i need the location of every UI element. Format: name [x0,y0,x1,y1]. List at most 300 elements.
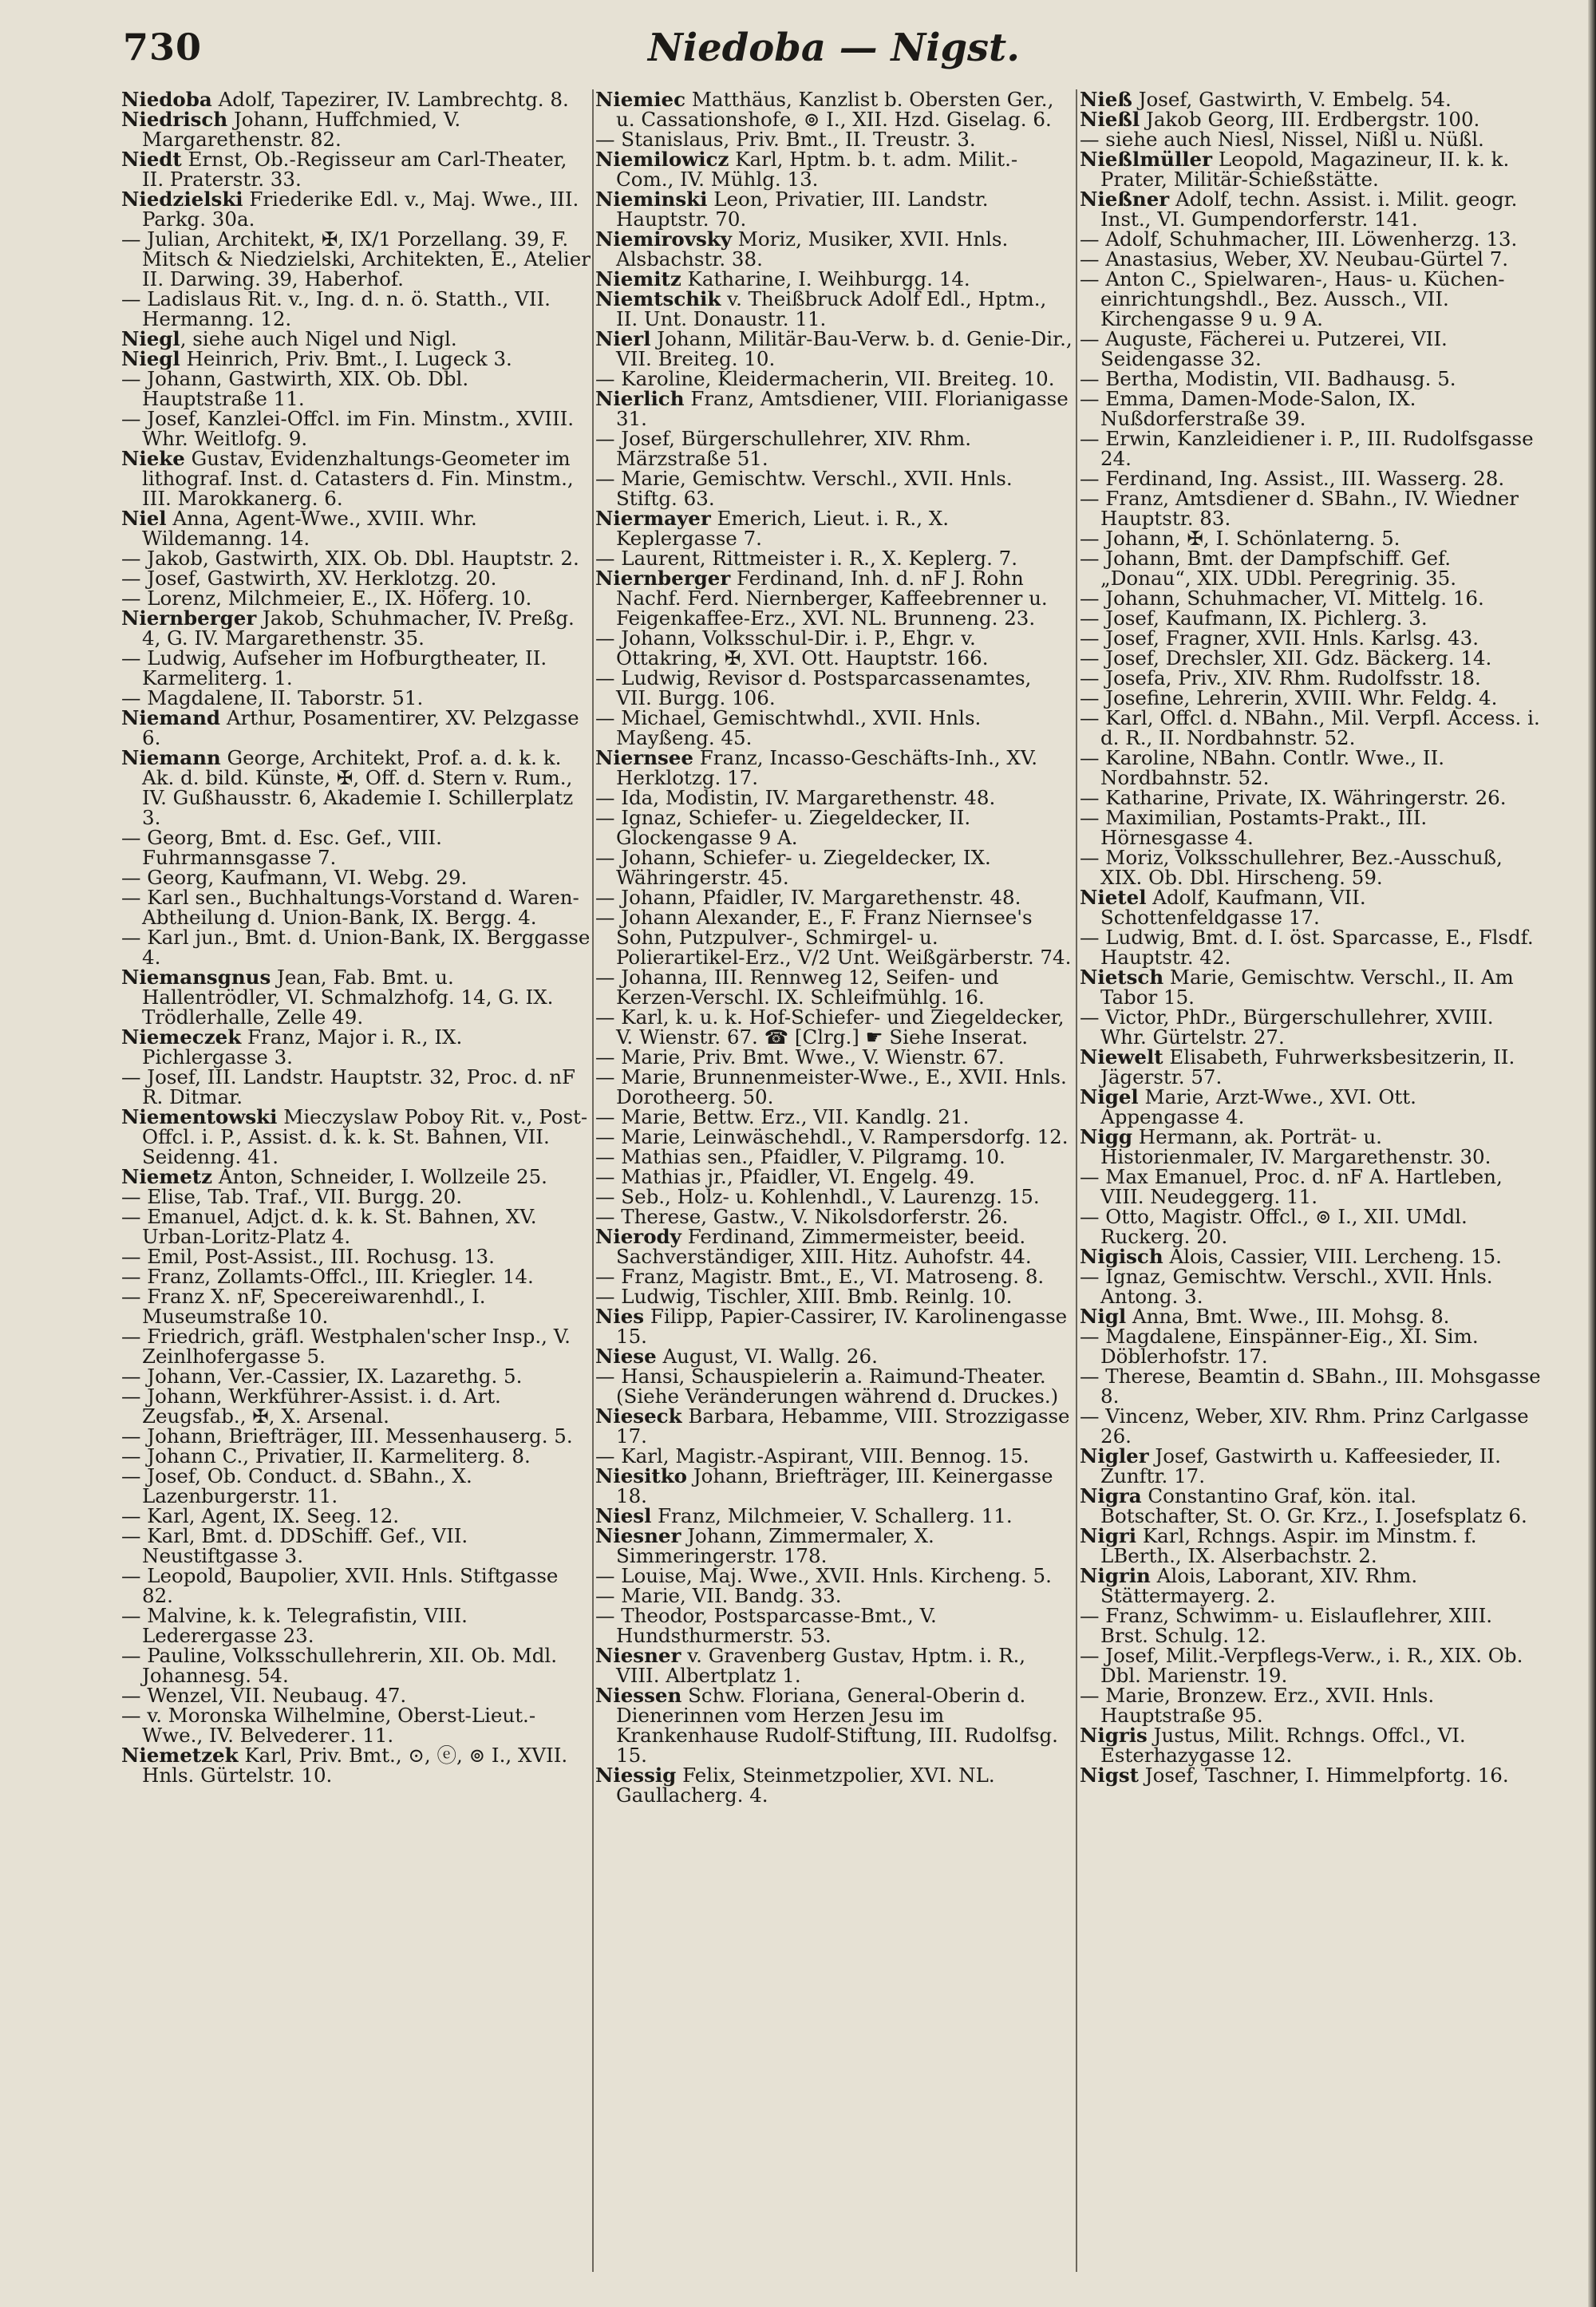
entry-surname: Niedzielski [121,188,243,211]
entry-details: — Johann, Pfaidler, IV. Margarethenstr. 48. [595,886,1021,909]
entry-details: Felix, Steinmetzpolier, XVI. NL. Gaullacherg. 4. [616,1764,995,1807]
entry-details: — Magdalene, Einspänner-Eig., XI. Sim. Döblerhofstr. 17. [1080,1325,1479,1368]
directory-entry [121,927,591,967]
entry-details: — Josef, Ob. Conduct. d. SBahn., X. Lazenburgerstr. 11. [121,1464,472,1507]
entry-details: Johann, Militär-Bau-Verw. b. d. Genie-Dir., VII. Breiteg. 10. [616,327,1073,370]
directory-entry [595,149,1073,189]
directory-entry [121,1566,591,1606]
entry-details: Franz, Milchmeier, V. Schallerg. 11. [651,1504,1013,1527]
entry-details: — Ladislaus Rit. v., Ing. d. n. ö. Statth., VII. Hermanng. 12. [121,287,551,330]
entry-details: Justus, Milit. Rchngs. Offcl., VI. Esterhazygasse 12. [1100,1724,1466,1767]
directory-entry [121,1526,591,1566]
entry-surname: Nießner [1080,188,1170,211]
entry-details: — Johann, Ver.-Cassier, IX. Lazarethg. 5. [121,1365,523,1388]
entry-surname: Niedrisch [121,108,228,131]
directory-entry [1080,927,1541,967]
entry-details: — Therese, Beamtin d. SBahn., III. Mohsgasse 8. [1080,1365,1541,1408]
entry-details: — Josef, Drechsler, XII. Gdz. Bäckerg. 14. [1080,646,1492,670]
entry-details: Josef, Gastwirth, V. Embelg. 54. [1132,89,1452,111]
entry-details: — Theodor, Postsparcasse-Bmt., V. Hundsthurmerstr. 53. [595,1604,937,1647]
directory-entry [595,269,1073,289]
directory-entry [1080,429,1541,468]
directory-entry [1080,788,1541,808]
entry-surname: Nieseck [595,1404,682,1428]
entry-surname: Nigra [1080,1484,1142,1507]
entry-surname: Niemiec [595,89,686,111]
entry-details: Matthäus, Kanzlist b. Obersten Ger., u. Cassationshofe, ⊚ I., XII. Hzd. Giselag. 6. [616,89,1054,131]
entry-details: — Emma, Damen-Mode-Salon, IX. Nußdorferstraße 39. [1080,387,1416,430]
entry-details: — Karl, Offcl. d. NBahn., Mil. Verpfl. Access. i. d. R., II. Nordbahnstr. 52. [1080,706,1540,749]
entry-details: Hermann, ak. Porträt- u. Historienmaler, IV. Margarethenstr. 30. [1100,1125,1491,1168]
entry-surname: Nieke [121,447,185,470]
directory-entry [1080,1246,1541,1266]
directory-entry [1080,1406,1541,1446]
entry-details: — Karl, Agent, IX. Seeg. 12. [121,1504,400,1527]
column-3 [1080,89,1541,2272]
entry-details: — Therese, Gastw., V. Nikolsdorferstr. 26. [595,1205,1009,1228]
directory-entry [1080,628,1541,648]
directory-entry [595,847,1073,887]
directory-entry [595,708,1073,748]
entry-details: — Ludwig, Bmt. d. I. öst. Sparcasse, E., Flsdf. Hauptstr. 42. [1080,926,1534,969]
directory-entry [595,1047,1073,1067]
entry-details: Karl, Priv. Bmt., ⊙, ⓔ, ⊚ I., XVII. Hnls. Gürtelstr. 10. [142,1744,568,1787]
entry-details: — Pauline, Volksschullehrerin, XII. Ob. Mdl. Johannesg. 54. [121,1644,558,1687]
entry-details: Josef, Gastwirth u. Kaffeesieder, II. Zunftr. 17. [1100,1444,1501,1487]
entry-details: Constantino Graf, kön. ital. Botschafter, St. O. Gr. Krz., I. Josefsplatz 6. [1100,1484,1527,1527]
entry-surname: Niermayer [595,507,711,530]
entry-details: — Josef, Fragner, XVII. Hnls. Karlsg. 43. [1080,626,1479,650]
entry-details: Ernst, Ob.-Regisseur am Carl-Theater, II. Praterstr. 33. [142,148,567,191]
directory-entry [1080,1207,1541,1246]
entry-details: Anna, Agent-Wwe., XVIII. Whr. Wildemanng. 14. [142,507,477,550]
entry-details: — Emanuel, Adjct. d. k. k. St. Bahnen, XV. Urban-Loritz-Platz 4. [121,1205,537,1248]
entry-details: Franz, Major i. R., IX. Pichlergasse 3. [142,1025,463,1069]
entry-surname: Niernsee [595,746,693,769]
entry-details: — Ludwig, Revisor d. Postsparcassenamtes, VII. Burgg. 106. [595,666,1032,709]
directory-entry [1080,528,1541,548]
entry-details: — Stanislaus, Priv. Bmt., II. Treustr. 3. [595,128,976,151]
entry-details: — Erwin, Kanzleidiener i. P., III. Rudolfsgasse 24. [1080,427,1534,470]
running-title: Niedoba — Nigst. [648,26,1020,70]
column-1 [121,89,591,2272]
entry-surname: Niernberger [595,567,731,590]
entry-details: Arthur, Posamentirer, XV. Pelzgasse 6. [142,706,579,749]
directory-entry [121,568,591,588]
directory-entry [595,1406,1073,1446]
entry-surname: Niesner [595,1644,681,1667]
directory-entry [1080,249,1541,269]
entry-details: — Karl, Bmt. d. DDSchiff. Gef., VII. Neustiftgasse 3. [121,1524,468,1567]
entry-details: — Louise, Maj. Wwe., XVII. Hnls. Kircheng. 5. [595,1564,1052,1587]
directory-entry [1080,588,1541,608]
entry-surname: Niessig [595,1764,677,1787]
entry-details: Franz, Amtsdiener, VIII. Florianigasse 31. [616,387,1069,430]
directory-entry [595,189,1073,229]
directory-entry [595,1266,1073,1286]
entry-details: Karl, Hptm. b. t. adm. Milit.-Com., IV. Mühlg. 13. [616,148,1018,191]
entry-details: — Moriz, Volksschullehrer, Bez.-Ausschuß, XIX. Ob. Dbl. Hirscheng. 59. [1080,846,1503,889]
entry-details: August, VI. Wallg. 26. [656,1345,878,1368]
entry-details: — Marie, Brunnenmeister-Wwe., E., XVII. Hnls. Dorotheerg. 50. [595,1065,1067,1108]
entry-surname: Nierl [595,327,651,350]
directory-entry [595,1685,1073,1765]
entry-details: Marie, Arzt-Wwe., XVI. Ott. Appengasse 4. [1100,1085,1416,1128]
entry-details: Anna, Bmt. Wwe., III. Mohsg. 8. [1126,1305,1450,1328]
entry-surname: Nigisch [1080,1245,1163,1268]
page-header [120,26,1548,81]
entry-details: Gustav, Evidenzhaltungs-Geometer im lithograf. Inst. d. Catasters d. Fin. Minstm., III. Marokkanerg. 6. [142,447,574,510]
directory-entry [1080,1526,1541,1566]
entry-surname: Nigl [1080,1305,1127,1328]
entry-surname: Niese [595,1345,657,1368]
directory-entry [121,1266,591,1286]
entry-details: — Katharine, Private, IX. Währingerstr. 26. [1080,786,1507,809]
directory-entry [1080,109,1541,129]
directory-entry [121,1386,591,1426]
entry-details: — Lorenz, Milchmeier, E., IX. Höferg. 10. [121,587,532,610]
directory-entry [121,89,591,109]
entry-details: Mieczyslaw Poboy Rit. v., Post-Offcl. i. P., Assist. d. k. k. St. Bahnen, VII. Seidenng. 41. [142,1105,588,1168]
entry-details: — Leopold, Baupolier, XVII. Hnls. Stiftgasse 82. [121,1564,559,1607]
entry-details: — Karoline, NBahn. Contlr. Wwe., II. Nordbahnstr. 52. [1080,746,1445,789]
directory-entry [595,887,1073,907]
entry-surname: Niemitz [595,267,681,290]
entry-details: — Elise, Tab. Traf., VII. Burgg. 20. [121,1185,463,1208]
entry-details: — Johanna, III. Rennweg 12, Seifen- und Kerzen-Verschl. IX. Schleifmühlg. 16. [595,966,999,1009]
directory-entry [121,289,591,329]
directory-entry [595,1227,1073,1266]
directory-entry [595,1067,1073,1107]
directory-entry [1080,1606,1541,1645]
entry-details: — Franz, Schwimm- u. Eislauflehrer, XIII. Brst. Schulg. 12. [1080,1604,1493,1647]
directory-entry [121,867,591,887]
entry-surname: Nießlmüller [1080,148,1213,171]
entry-details: — Vincenz, Weber, XIV. Rhm. Prinz Carlgasse 26. [1080,1404,1529,1448]
directory-entry [595,289,1073,329]
directory-entry [121,1446,591,1466]
entry-details: Friederike Edl. v., Maj. Wwe., III. Parkg. 30a. [142,188,579,231]
directory-entry [595,129,1073,149]
directory-entry [1080,269,1541,329]
entry-surname: Nies [595,1305,645,1328]
entry-details: Barbara, Hebamme, VIII. Strozzigasse 17. [616,1404,1070,1448]
directory-entry [1080,1087,1541,1127]
directory-entry [121,1506,591,1526]
directory-entry [1080,748,1541,788]
directory-entry [595,1466,1073,1506]
directory-entry [121,1606,591,1645]
entry-details: v. Theißbruck Adolf Edl., Hptm., II. Unt. Donaustr. 11. [616,287,1047,330]
column-rule [1076,89,1077,2272]
page-edge-shadow [1588,0,1596,2307]
directory-entry [595,1167,1073,1187]
directory-entry [595,967,1073,1007]
entry-details: — Josef, Kaufmann, IX. Pichlerg. 3. [1080,606,1428,630]
directory-entry [1080,1645,1541,1685]
entry-details: — Josef, Gastwirth, XV. Herklotzg. 20. [121,567,497,590]
entry-details: — Marie, Bronzew. Erz., XVII. Hnls. Hauptstraße 95. [1080,1684,1435,1727]
directory-entry [595,389,1073,429]
entry-details: — Julian, Architekt, ✠, IX/1 Porzellang. 39, F. Mitsch & Niedzielski, Architekten, E., Atelier II. Darwing. 39, Haberhof. [121,227,591,290]
entry-surname: Niemilowicz [595,148,729,171]
directory-entry [595,1007,1073,1047]
entry-surname: Nigris [1080,1724,1148,1747]
entry-details: — Franz, Amtsdiener d. SBahn., IV. Wiedner Hauptstr. 83. [1080,487,1519,530]
entry-details: Ferdinand, Inh. d. nF J. Rohn Nachf. Ferd. Niernberger, Kaffeebrenner u. Feigenkaffee-Erz., XVI. NL. Brunneng. 23. [616,567,1048,630]
entry-details: Elisabeth, Fuhrwerksbesitzerin, II. Jägerstr. 57. [1100,1045,1515,1088]
directory-entry [121,1705,591,1745]
entry-details: — Mathias sen., Pfaidler, V. Pilgramg. 10. [595,1145,1005,1168]
directory-entry [121,688,591,708]
directory-entry [1080,808,1541,847]
directory-entry [121,1326,591,1366]
entry-surname: Nigg [1080,1125,1132,1148]
entry-details: — Josefa, Priv., XIV. Rhm. Rudolfsstr. 18. [1080,666,1481,689]
directory-entry [595,1506,1073,1526]
column-2 [595,89,1073,2272]
directory-entry [595,668,1073,708]
directory-entry [121,1167,591,1187]
directory-entry [1080,708,1541,748]
entry-details: — Wenzel, VII. Neubaug. 47. [121,1684,407,1707]
entry-details: — Marie, VII. Bandg. 33. [595,1584,842,1607]
directory-entry [1080,1685,1541,1725]
entry-details: — Ignaz, Gemischtw. Verschl., XVII. Hnls. Antong. 3. [1080,1265,1493,1308]
entry-details: Adolf, Kaufmann, VII. Schottenfeldgasse 17. [1100,886,1366,929]
directory-entry [595,369,1073,389]
directory-entry [595,1306,1073,1346]
directory-entry [121,1685,591,1705]
directory-entry [595,1346,1073,1366]
entry-details: Adolf, techn. Assist. i. Milit. geogr. Inst., VI. Gumpendorferstr. 141. [1100,188,1518,231]
entry-details: — Michael, Gemischtwhdl., XVII. Hnls. Mayßeng. 45. [595,706,982,749]
entry-surname: Niemetzek [121,1744,239,1767]
entry-surname: Niesner [595,1524,681,1547]
directory-entry [1080,129,1541,149]
directory-entry [121,508,591,548]
entry-surname: Niemtschik [595,287,721,310]
directory-entry [121,1286,591,1326]
directory-entry [595,1446,1073,1466]
entry-details: Katharine, I. Weihburgg. 14. [681,267,970,290]
entry-details: — Seb., Holz- u. Kohlenhdl., V. Laurenzg. 15. [595,1185,1040,1208]
directory-entry [595,1526,1073,1566]
directory-entry [595,229,1073,269]
entry-details: Marie, Gemischtw. Verschl., II. Am Tabor 15. [1100,966,1514,1009]
entry-details: Heinrich, Priv. Bmt., I. Lugeck 3. [180,347,512,370]
entry-surname: Nigel [1080,1085,1139,1108]
directory-entry [1080,1765,1541,1785]
entry-details: Jakob, Schuhmacher, IV. Preßg. 4, G. IV. Margarethenstr. 35. [142,606,575,650]
entry-details: Alois, Cassier, VIII. Lercheng. 15. [1163,1245,1502,1268]
entry-details: Leon, Privatier, III. Landstr. Hauptstr. 70. [616,188,989,231]
entry-details: — Jakob, Gastwirth, XIX. Ob. Dbl. Hauptstr. 2. [121,547,579,570]
entry-details: — Johann, Bmt. der Dampfschiff. Gef. „Donau“, XIX. UDbl. Peregrinig. 35. [1080,547,1457,590]
entry-details: — Johann, Schuhmacher, VI. Mittelg. 16. [1080,587,1484,610]
directory-entry [595,468,1073,508]
directory-entry [595,788,1073,808]
entry-surname: Niemetz [121,1165,213,1188]
entry-surname: Niel [121,507,167,530]
entry-details: — Franz X. nF, Specereiwarenhdl., I. Museumstraße 10. [121,1285,486,1328]
entry-details: Karl, Rchngs. Aspir. im Minstm. f. LBerth., IX. Alserbachstr. 2. [1100,1524,1477,1567]
directory-entry [121,1187,591,1207]
directory-entry [121,588,591,608]
entry-details: — Emil, Post-Assist., III. Rochusg. 13. [121,1245,495,1268]
directory-entry [121,349,591,369]
entry-details: — Karl, k. u. k. Hof-Schiefer- und Ziegeldecker, V. Wienstr. 67. ☎ [Clrg.] ☛ Siehe Inserat. [595,1005,1065,1049]
directory-entry [1080,1306,1541,1326]
directory-entry [1080,488,1541,528]
directory-entry [121,708,591,748]
entry-details: — Marie, Priv. Bmt. Wwe., V. Wienstr. 67. [595,1045,1005,1069]
entry-surname: Nigler [1080,1444,1149,1468]
directory-entry [595,89,1073,129]
directory-entry [595,429,1073,468]
entry-details: , siehe auch Nigel und Nigl. [180,327,457,350]
entry-details: — Johann, Gastwirth, XIX. Ob. Dbl. Hauptstraße 11. [121,367,469,410]
directory-entry [595,628,1073,668]
directory-entry [121,887,591,927]
entry-surname: Nießl [1080,108,1140,131]
entry-details: Adolf, Tapezirer, IV. Lambrechtg. 8. [211,89,569,111]
entry-details: Johann, Huffchmied, V. Margarethenstr. 82. [142,108,461,151]
entry-details: — Johann, Werkführer-Assist. i. d. Art. Zeugsfab., ✠, X. Arsenal. [121,1385,501,1428]
entry-surname: Niemirovsky [595,227,733,251]
directory-entry [595,1586,1073,1606]
directory-entry [121,608,591,648]
directory-entry [121,648,591,688]
entry-details: Emerich, Lieut. i. R., X. Keplergasse 7. [616,507,950,550]
entry-details: — Johann, Schiefer- u. Ziegeldecker, IX. Währingerstr. 45. [595,846,991,889]
entry-surname: Nietel [1080,886,1147,909]
entry-details: — Ludwig, Aufseher im Hofburgtheater, II. Karmeliterg. 1. [121,646,547,689]
directory-entry [121,149,591,189]
entry-surname: Niesl [595,1504,652,1527]
entry-details: — Marie, Bettw. Erz., VII. Kandlg. 21. [595,1105,970,1128]
entry-details: — Franz, Magistr. Bmt., E., VI. Matroseng. 8. [595,1265,1045,1288]
directory-entry [121,1107,591,1167]
directory-entry [1080,967,1541,1007]
directory-entry [595,1187,1073,1207]
entry-details: — Karl jun., Bmt. d. Union-Bank, IX. Berggasse 4. [121,926,591,969]
entry-details: Johann, Briefträger, III. Keinergasse 18. [616,1464,1053,1507]
directory-entry [595,1765,1073,1805]
entry-details: Schw. Floriana, General-Oberin d. Dienerinnen vom Herzen Jesu im Krankenhause Rudolf-Stiftung, III. Rudolfsg. 15. [616,1684,1058,1767]
entry-details: — Johann, Briefträger, III. Messenhauserg. 5. [121,1424,573,1448]
directory-entry [121,189,591,229]
entry-details: — Victor, PhDr., Bürgerschullehrer, XVIII. Whr. Gürtelstr. 27. [1080,1005,1494,1049]
directory-entry [595,1127,1073,1147]
directory-entry [1080,329,1541,369]
entry-surname: Niedoba [121,89,212,111]
directory-entry [1080,369,1541,389]
directory-entry [595,548,1073,568]
entry-details: — Marie, Gemischtw. Verschl., XVII. Hnls. Stiftg. 63. [595,467,1013,510]
directory-entry [1080,468,1541,488]
directory-entry [1080,648,1541,668]
entry-details: Jakob Georg, III. Erdbergstr. 100. [1140,108,1480,131]
directory-entry [595,1566,1073,1586]
directory-entry [1080,1007,1541,1047]
entry-details: — Johann, Volksschul-Dir. i. P., Ehgr. v. Ottakring, ✠, XVI. Ott. Hauptstr. 166. [595,626,989,670]
directory-entry [121,1466,591,1506]
entry-details: — Max Emanuel, Proc. d. nF A. Hartleben, VIII. Neudeggerg. 11. [1080,1165,1503,1208]
entry-details: George, Architekt, Prof. a. d. k. k. Ak. d. bild. Künste, ✠, Off. d. Stern v. Rum., IV. Gußhausstr. 6, Akademie I. Schillerplatz 3. [142,746,574,829]
directory-entry [121,1207,591,1246]
entry-details: — Josef, Kanzlei-Offcl. im Fin. Minstm., XVIII. Whr. Weitlofg. 9. [121,407,575,450]
directory-entry [121,1366,591,1386]
directory-entry [121,1027,591,1067]
entry-details: — Ferdinand, Ing. Assist., III. Wasserg. 28. [1080,467,1505,490]
entry-details: Jean, Fab. Bmt. u. Hallentrödler, VI. Schmalzhofg. 14, G. IX. Trödlerhalle, Zelle 49. [142,966,554,1029]
entry-surname: Nieminski [595,188,708,211]
entry-details: Anton, Schneider, I. Wollzeile 25. [212,1165,547,1188]
directory-entry [121,1645,591,1685]
entry-surname: Niernberger [121,606,257,630]
directory-entry [595,748,1073,788]
entry-details: — Otto, Magistr. Offcl., ⊚ I., XII. UMdl. Ruckerg. 20. [1080,1205,1468,1248]
entry-surname: Niessen [595,1684,682,1707]
directory-entry [121,1426,591,1446]
entry-details: — Karl sen., Buchhaltungs-Vorstand d. Waren-Abtheilung d. Union-Bank, IX. Bergg. 4. [121,886,579,929]
directory-entry [1080,1047,1541,1087]
entry-surname: Niemann [121,746,221,769]
directory-entry [121,548,591,568]
entry-details: — Maximilian, Postamts-Prakt., III. Hörnesgasse 4. [1080,806,1428,849]
entry-details: — siehe auch Niesl, Nissel, Nißl u. Nüßl. [1080,128,1484,151]
directory-entry [1080,1127,1541,1167]
entry-surname: Nigri [1080,1524,1137,1547]
directory-entry [1080,548,1541,588]
directory-entry [1080,608,1541,628]
directory-entry [1080,847,1541,887]
directory-entry [1080,229,1541,249]
entry-surname: Niegl [121,327,180,350]
entry-details: — Josef, III. Landstr. Hauptstr. 32, Proc. d. nF R. Ditmar. [121,1065,575,1108]
entry-details: — Johann C., Privatier, II. Karmeliterg. 8. [121,1444,531,1468]
directory-entry [121,109,591,149]
entry-surname: Niemansgnus [121,966,271,989]
directory-entry [121,828,591,867]
entry-details: Filipp, Papier-Cassirer, IV. Karolinengasse 15. [616,1305,1068,1348]
directory-entry [1080,688,1541,708]
entry-details: — Marie, Leinwäschehdl., V. Rampersdorfg. 12. [595,1125,1069,1148]
entry-surname: Niegl [121,347,180,370]
directory-entry [595,1366,1073,1406]
directory-entry [1080,1566,1541,1606]
entry-surname: Niementowski [121,1105,278,1128]
entry-surname: Niemeczek [121,1025,242,1049]
entry-details: Johann, Zimmermaler, X. Simmeringerstr. 178. [616,1524,934,1567]
directory-entry [595,1645,1073,1685]
entry-details: — Karoline, Kleidermacherin, VII. Breiteg. 10. [595,367,1055,390]
directory-entry [595,568,1073,628]
directory-entry [595,508,1073,548]
entry-details: — Laurent, Rittmeister i. R., X. Keplerg. 7. [595,547,1018,570]
directory-entry [595,1147,1073,1167]
entry-details: Leopold, Magazineur, II. k. k. Prater, Militär-Schießstätte. [1100,148,1510,191]
directory-entry [1080,189,1541,229]
column-rule [592,89,594,2272]
entry-surname: Nigst [1080,1764,1139,1787]
entry-details: — Bertha, Modistin, VII. Badhausg. 5. [1080,367,1456,390]
entry-details: — Ida, Modistin, IV. Margarethenstr. 48. [595,786,996,809]
directory-entry [121,1067,591,1107]
page-number: 730 [123,26,203,69]
entry-details: — Anton C., Spielwaren-, Haus- u. Küchen-einrichtungshdl., Bez. Aussch., VII. Kirchengasse 9 u. 9 A. [1080,267,1505,330]
